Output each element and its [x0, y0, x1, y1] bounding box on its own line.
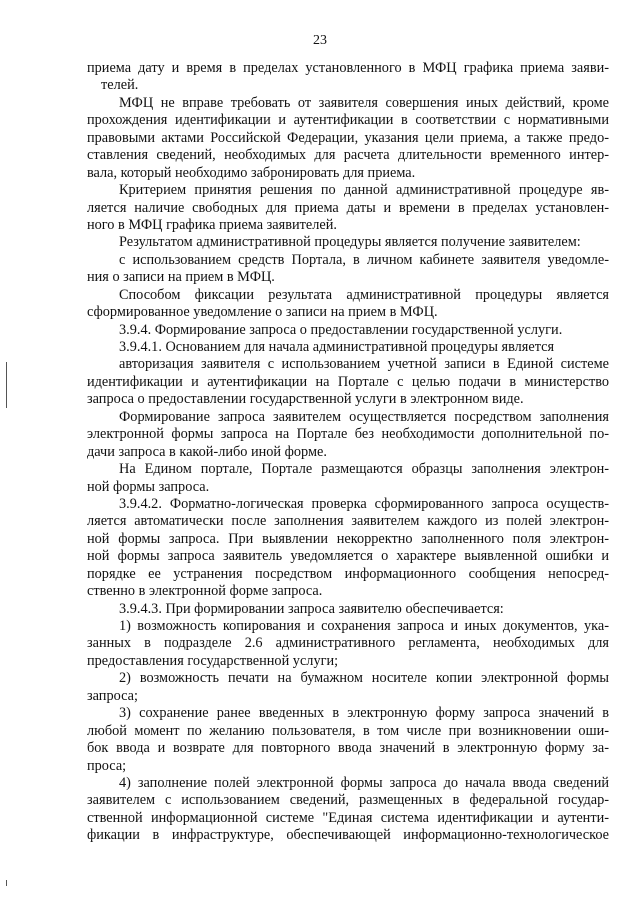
text-line: любой момент по желанию пользователя, в том числе при возникновении оши-: [87, 722, 609, 739]
text-line: фикации в инфраструктуре, обеспечивающей информационно-технологическое: [87, 827, 609, 844]
text-line: дачи запроса в какой-либо иной форме.: [87, 443, 327, 460]
text-line: запроса;: [87, 687, 138, 704]
text-line: Критерием принятия решения по данной административной процедуре яв-: [119, 182, 609, 199]
text-line: ного в МФЦ графика приема заявителей.: [87, 216, 337, 233]
text-line: 3) сохранение ранее введенных в электронную форму запроса значений в: [119, 705, 609, 722]
text-line: телей.: [101, 77, 139, 94]
text-line: 4) заполнение полей электронной формы запроса до начала ввода сведений: [119, 774, 609, 791]
text-line: ственной информационной системе "Единая система идентификации и аутенти-: [87, 809, 609, 826]
text-line: Способом фиксации результата административной процедуры является: [119, 286, 609, 303]
text-line: идентификации и аутентификации на Портале с целью подачи в министерство: [87, 373, 609, 390]
text-line: с использованием средств Портала, в личном кабинете заявителя уведомле-: [119, 251, 609, 268]
text-line: занных в подразделе 2.6 административного регламента, необходимых для: [87, 635, 609, 652]
text-line: правовыми актами Российской Федерации, указания цели приема, а также предо-: [87, 129, 609, 146]
text-line: электронной формы запроса на Портале без необходимости дополнительной по-: [87, 426, 609, 443]
scan-mark: [6, 362, 7, 408]
text-line: запроса о предоставлении государственной услуги в электронном виде.: [87, 391, 524, 408]
text-line: На Едином портале, Портале размещаются образцы заполнения электрон-: [119, 461, 609, 478]
text-line: 3.9.4.1. Основанием для начала административной процедуры является: [119, 339, 555, 355]
text-line: авторизация заявителя с использованием учетной записи в Единой системе: [119, 356, 609, 373]
text-line: сформированное уведомление о записи на прием в МФЦ.: [87, 304, 438, 321]
text-line: бок ввода и возврате для повторного ввода значений в электронную форму за-: [87, 740, 609, 757]
text-line: ной формы запроса. При выявлении некорректно заполненного поля электрон-: [87, 530, 609, 547]
text-line: заявителем с использованием сведений, размещенных в федеральной государ-: [87, 792, 609, 809]
text-line: ляется наличие свободных для приема даты и времени в пределах установлен-: [87, 199, 609, 216]
scan-mark: [6, 880, 7, 886]
text-line: предоставления государственной услуги;: [87, 652, 339, 669]
text-line: 1) возможность копирования и сохранения запроса и иных документов, ука-: [119, 618, 609, 634]
text-line: порядке ее устранения посредством информационного сообщения непосред-: [87, 565, 609, 582]
text-line: прохождения идентификации и аутентификации в соответствии с нормативными: [87, 112, 609, 129]
page-number: 23: [313, 33, 327, 48]
text-line: приема дату и время в пределах установленного в МФЦ графика приема заяви-: [87, 60, 609, 76]
text-line: Результатом административной процедуры является получение заявителем:: [119, 234, 581, 251]
text-line: ставления сведений, необходимых для расчета длительности временного интер-: [87, 147, 609, 164]
text-line: ния о записи на прием в МФЦ.: [87, 269, 275, 286]
text-line: МФЦ не вправе требовать от заявителя совершения иных действий, кроме: [119, 94, 609, 111]
text-line: ной формы запроса.: [87, 478, 210, 495]
text-line: ляется автоматически после заполнения заявителем каждого из полей электрон-: [87, 513, 609, 530]
text-line: вала, который необходимо забронировать для приема.: [87, 164, 416, 181]
text-line: ственно в электронной форме запроса.: [87, 583, 323, 600]
text-line: ной формы запроса заявитель уведомляется о характере выявленной ошибки и: [87, 548, 609, 565]
text-line: 3.9.4.3. При формировании запроса заявителю обеспечивается:: [119, 600, 504, 617]
document-body: [87, 60, 609, 845]
text-line: Формирование запроса заявителем осуществляется посредством заполнения: [119, 408, 609, 425]
text-line: 3.9.4. Формирование запроса о предоставлении государственной услуги.: [119, 321, 563, 338]
text-line: 3.9.4.2. Форматно-логическая проверка сформированного запроса осуществ-: [119, 495, 609, 512]
text-line: проса;: [87, 757, 127, 774]
text-line: 2) возможность печати на бумажном носителе копии электронной формы: [119, 670, 609, 687]
